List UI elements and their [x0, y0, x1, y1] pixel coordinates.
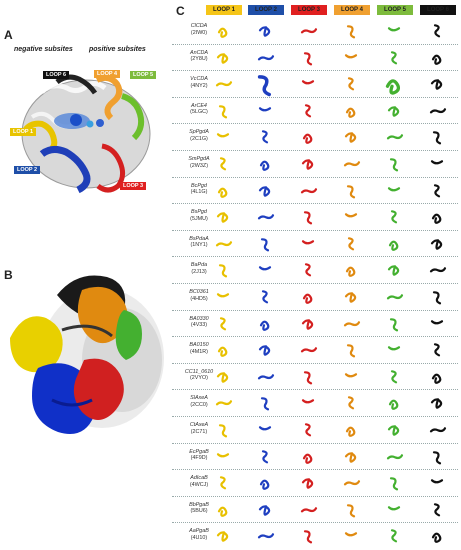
loop-cartoon-1: [219, 29, 226, 37]
loop-cartoon-6: [432, 161, 442, 163]
loop-cartoon-1: [221, 158, 225, 169]
loop-cartoon-2: [260, 27, 269, 35]
loop-row-render: [170, 123, 461, 150]
loop-cartoon-6: [433, 215, 440, 223]
loop-cartoon-1: [218, 533, 227, 541]
row-separator: [172, 469, 458, 470]
panel-a-structure: [2, 22, 170, 222]
loop-cartoon-3: [303, 320, 312, 328]
loop-cartoon-6: [432, 400, 441, 408]
row-separator: [172, 363, 458, 364]
loop-cartoon-2: [259, 56, 273, 59]
loop-cartoon-4: [346, 453, 355, 461]
loop-row-render: [170, 256, 461, 283]
loop-cartoon-2: [262, 399, 268, 410]
positive-subsites-label: positive subsites: [89, 46, 146, 53]
pdb-code: (2VYO): [190, 375, 208, 382]
pdb-code: (2J13): [191, 268, 207, 275]
loop-cartoon-1: [218, 213, 227, 221]
loop2-tag: LOOP 2: [14, 166, 40, 174]
loop-cartoon-4: [346, 134, 355, 142]
loop-cartoon-5: [392, 52, 396, 63]
loop-cartoon-5: [389, 267, 398, 275]
enzyme-name: CC11_0610: [184, 368, 214, 375]
loop-cartoon-6: [433, 534, 440, 542]
row-separator: [172, 97, 458, 98]
loop-cartoon-1: [218, 373, 227, 381]
enzyme-name: BsPdaA: [189, 235, 209, 242]
loop-cartoon-5: [388, 295, 402, 298]
pdb-code: (4M1R): [190, 348, 208, 355]
row-separator: [172, 44, 458, 45]
loop-cartoon-2: [260, 506, 269, 514]
loop2-header: LOOP 2: [248, 5, 284, 15]
loop-cartoon-6: [434, 452, 440, 463]
loop-cartoon-2: [261, 321, 268, 329]
pdb-code: (2W3Z): [190, 162, 208, 169]
loop-cartoon-3: [303, 160, 312, 168]
pdb-code: (4L1G): [190, 189, 208, 196]
loop-cartoon-3: [303, 401, 313, 403]
loop-row-render: [170, 389, 461, 416]
loop3-header: LOOP 3: [291, 5, 327, 15]
loop-cartoon-2: [261, 481, 268, 489]
loop4-header: LOOP 4: [334, 5, 370, 15]
loop-cartoon-1: [218, 294, 228, 296]
loop-cartoon-1: [218, 135, 228, 137]
panel-letter-c: C: [176, 4, 185, 18]
loop-cartoon-4: [348, 26, 354, 37]
loop-cartoon-6: [433, 55, 440, 63]
loop-row-render: [170, 443, 461, 470]
loop-cartoon-3: [302, 29, 316, 32]
row-separator: [172, 283, 458, 284]
loop5-header: LOOP 5: [377, 5, 413, 15]
enzyme-name: BC0361: [189, 289, 209, 295]
pdb-code: (2C71): [190, 428, 208, 435]
enzyme-name: BA0150: [189, 342, 209, 349]
pdb-code: (4HD5): [190, 295, 208, 302]
loop-cartoon-3: [304, 135, 311, 143]
loop3-tag: LOOP 3: [120, 182, 146, 190]
loop-cartoon-2: [263, 132, 267, 143]
loop-cartoon-3: [303, 81, 313, 83]
loop-cartoon-4: [349, 78, 353, 89]
loop-cartoon-4: [348, 505, 354, 516]
loop-cartoon-5: [389, 188, 399, 190]
pdb-code: (5LGC): [190, 109, 208, 116]
loop5-tag: LOOP 5: [130, 71, 156, 79]
loop-cartoon-4: [345, 162, 359, 165]
loop-cartoon-5: [388, 81, 399, 93]
loop-cartoon-3: [306, 105, 310, 116]
loop-row-render: [170, 44, 461, 71]
loop-cartoon-5: [391, 478, 397, 489]
loop-cartoon-3: [303, 479, 312, 487]
loop-row-render: [170, 283, 461, 310]
pdb-code: (5BU6): [190, 508, 208, 515]
loop4-tag: LOOP 4: [94, 70, 120, 78]
loop-cartoon-4: [346, 214, 356, 216]
pdb-code: (2IW0): [190, 29, 208, 36]
loop-row-render: [170, 97, 461, 124]
panel-c-loop-grid: [170, 0, 461, 550]
panel-b-protein-render: [2, 240, 170, 450]
loop-cartoon-4: [347, 268, 354, 276]
loop-cartoon-2: [263, 451, 267, 462]
loop-cartoon-1: [221, 477, 225, 488]
loop-cartoon-2: [263, 291, 267, 302]
loop-cartoon-5: [392, 531, 396, 542]
loop-cartoon-6: [435, 344, 439, 355]
panel-letter-b: B: [4, 268, 13, 282]
negative-subsites-label: negative subsites: [14, 46, 73, 53]
loop-row-render: [170, 469, 461, 496]
loop-cartoon-5: [390, 241, 397, 249]
loop-cartoon-3: [305, 212, 311, 223]
loop-row-render: [170, 150, 461, 177]
loop-cartoon-1: [217, 82, 231, 85]
loop-cartoon-4: [348, 186, 354, 197]
panel-b-superposition: [2, 240, 170, 450]
loop-cartoon-6: [432, 80, 441, 88]
loop-cartoon-5: [388, 455, 402, 458]
loop-cartoon-1: [221, 318, 225, 329]
loop-cartoon-6: [435, 185, 439, 196]
enzyme-name: EcPgaB: [189, 448, 209, 455]
pdb-code: (4WCJ): [189, 481, 209, 488]
loop-cartoon-5: [389, 507, 399, 509]
row-separator: [172, 443, 458, 444]
loop-cartoon-3: [305, 532, 311, 543]
loop-cartoon-5: [389, 347, 399, 349]
loop-cartoon-5: [389, 426, 398, 434]
enzyme-name: VcCDA: [190, 76, 208, 83]
panel-letter-a: A: [4, 28, 13, 42]
enzyme-name: ArCE4: [191, 102, 207, 109]
loop-cartoon-6: [435, 504, 439, 515]
loop6-tag: LOOP 6: [43, 71, 69, 79]
row-separator: [172, 70, 458, 71]
loop-cartoon-5: [389, 107, 398, 115]
row-separator: [172, 522, 458, 523]
loop-cartoon-4: [345, 322, 359, 325]
loop-row-render: [170, 203, 461, 230]
loop-row-render: [170, 336, 461, 363]
pdb-code: (2Y8U): [190, 56, 208, 63]
loop1-header: LOOP 1: [206, 5, 242, 15]
loop-cartoon-6: [431, 428, 445, 431]
loop-cartoon-5: [392, 371, 396, 382]
loop-cartoon-4: [346, 534, 356, 536]
loop-row-render: [170, 522, 461, 549]
enzyme-name: AdIcaB: [190, 475, 208, 482]
row-separator: [172, 123, 458, 124]
loop-cartoon-2: [259, 535, 273, 538]
loop-cartoon-5: [390, 401, 397, 409]
pdb-code: (4V33): [190, 322, 208, 329]
row-separator: [172, 150, 458, 151]
loop-cartoon-2: [260, 108, 270, 110]
enzyme-name: BaPda: [190, 262, 208, 269]
loop-cartoon-6: [435, 25, 439, 36]
enzyme-name: SmPgdA: [188, 156, 210, 162]
enzyme-name: BsPgd: [191, 209, 207, 216]
enzyme-name: AaPgaB: [189, 528, 209, 535]
loop1-tag: LOOP 1: [10, 128, 36, 136]
loop-cartoon-3: [305, 372, 311, 383]
loop-cartoon-1: [220, 425, 226, 436]
loop-cartoon-5: [391, 159, 397, 170]
loop-cartoon-2: [260, 346, 269, 354]
loop-cartoon-5: [391, 319, 397, 330]
pdb-code: (2CC0): [190, 401, 208, 408]
enzyme-name: SpPgdA: [189, 129, 209, 136]
pdb-code: (4NY2): [190, 82, 208, 89]
loop-cartoon-2: [261, 162, 268, 170]
loop-cartoon-2: [260, 268, 270, 270]
loop-cartoon-2: [260, 187, 269, 195]
loop-cartoon-1: [220, 266, 226, 277]
loop-row-render: [170, 496, 461, 523]
enzyme-name: CtAxeA: [189, 422, 209, 428]
loop-row-render: [170, 230, 461, 257]
loop-cartoon-1: [219, 188, 226, 196]
loop-cartoon-6: [431, 109, 445, 112]
panel-a-protein-render: [2, 22, 170, 222]
row-separator: [172, 416, 458, 417]
row-separator: [172, 256, 458, 257]
loop-cartoon-3: [302, 348, 316, 351]
loop-cartoon-2: [259, 215, 273, 218]
loop-cartoon-3: [304, 454, 311, 462]
loop-cartoon-4: [347, 108, 354, 116]
loop-cartoon-2: [262, 239, 268, 250]
loop-cartoon-2: [260, 427, 270, 429]
loop-cartoon-3: [306, 265, 310, 276]
loop-cartoon-5: [388, 136, 402, 139]
enzyme-name: AnCDA: [190, 49, 208, 56]
pdb-code: (5JMU): [190, 215, 208, 222]
loop-cartoon-1: [219, 507, 226, 515]
loop-cartoon-1: [217, 242, 231, 245]
loop-cartoon-3: [302, 508, 316, 511]
loop-cartoon-4: [346, 55, 356, 57]
row-separator: [172, 230, 458, 231]
loop-row-render: [170, 310, 461, 337]
loop-cartoon-6: [432, 480, 442, 482]
loop-cartoon-1: [217, 402, 231, 405]
enzyme-name: BA0330: [189, 315, 209, 322]
row-separator: [172, 177, 458, 178]
loop-cartoon-6: [431, 269, 445, 272]
pdb-code: (4F9D): [190, 455, 208, 462]
loop-cartoon-5: [392, 211, 396, 222]
loop-cartoon-3: [304, 295, 311, 303]
loop-row-render: [170, 17, 461, 44]
row-separator: [172, 496, 458, 497]
loop-cartoon-4: [346, 293, 355, 301]
loop-cartoon-4: [349, 238, 353, 249]
enzyme-name: ClCDA: [190, 23, 208, 29]
loop-cartoon-5: [389, 28, 399, 30]
loop-row-render: [170, 363, 461, 390]
loop-cartoon-2: [259, 375, 273, 378]
row-separator: [172, 336, 458, 337]
row-separator: [172, 203, 458, 204]
loop6-header: LOOP 6: [420, 5, 456, 15]
enzyme-name: BcPgd: [191, 182, 207, 189]
loop-cartoon-1: [220, 106, 226, 117]
loop-cartoon-3: [306, 424, 310, 435]
loop-cartoon-6: [434, 292, 440, 303]
loop-cartoon-1: [218, 54, 227, 62]
row-separator: [172, 310, 458, 311]
loop-cartoon-4: [348, 345, 354, 356]
enzyme-name: BbPgaB: [189, 501, 209, 508]
loop-cartoon-3: [305, 53, 311, 64]
loop-cartoon-3: [302, 189, 316, 192]
pdb-code: (1NY1): [190, 242, 208, 249]
loop-cartoon-6: [433, 374, 440, 382]
loop-cartoon-4: [345, 481, 359, 484]
loop-cartoon-6: [432, 240, 441, 248]
loop-cartoon-6: [432, 321, 442, 323]
pdb-code: (4U10): [190, 534, 208, 541]
loop-cartoon-4: [349, 398, 353, 409]
loop-cartoon-4: [346, 374, 356, 376]
loop-cartoon-4: [347, 428, 354, 436]
row-separator: [172, 389, 458, 390]
enzyme-name: SlAxeA: [190, 395, 208, 402]
loop-cartoon-2: [260, 77, 270, 95]
loop-row-render: [170, 70, 461, 97]
loop-cartoon-6: [434, 133, 440, 144]
loop-row-render: [170, 416, 461, 443]
loop-cartoon-1: [219, 348, 226, 356]
loop-row-render: [170, 177, 461, 204]
loop-cartoon-1: [218, 454, 228, 456]
loop-cartoon-3: [303, 241, 313, 243]
pdb-code: (2C1G): [190, 135, 208, 142]
